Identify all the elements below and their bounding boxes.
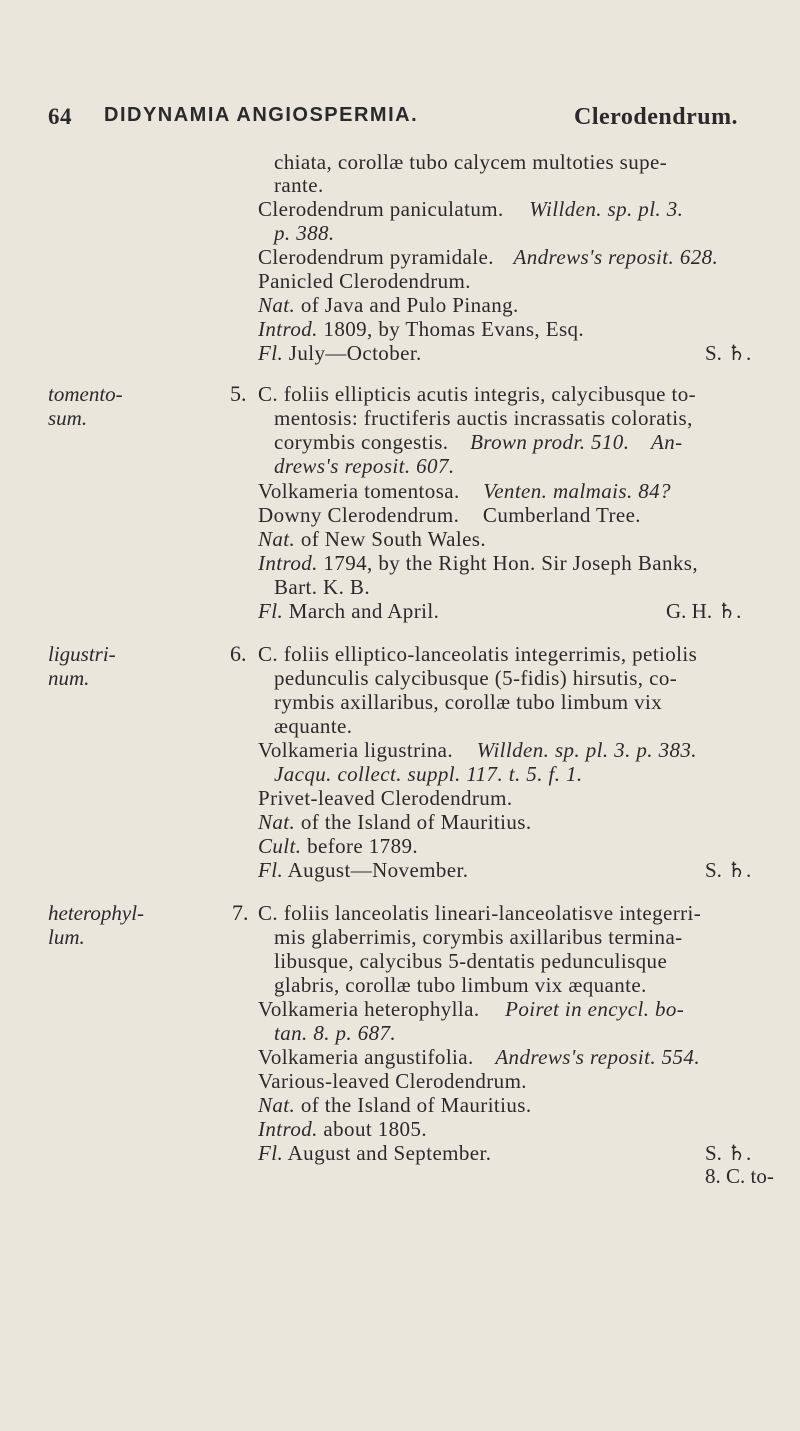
text-line: rante. [274,173,324,197]
description-line: corymbis congestis. Brown prodr. 510. An- [274,430,683,454]
side-label: heterophyl- [48,901,145,925]
description-line: libusque, calycibus 5-dentatis pedunculisque [274,949,668,973]
species-number: 5. [230,381,247,406]
citation-line: drews's reposit. 607. [274,454,455,478]
citation: Andrews's reposit. 628. [513,245,719,269]
introduced-line: Introd. 1809, by Thomas Evans, Esq. [258,317,585,341]
text-line: chiata, corollæ tubo calycem multoties supe- [274,150,668,174]
introduced-line: Introd. about 1805. [258,1117,427,1141]
description-line: mis glaberrimis, corymbis axillaribus termina- [274,925,683,949]
habit-symbol: G. H. ♄. [666,599,742,623]
description-line: C. foliis elliptico-lanceolatis integerrimis, petiolis [258,642,698,666]
citation-line: p. 388. [274,221,335,245]
side-label: sum. [48,406,88,430]
synonym-name: Clerodendrum paniculatum. [258,197,504,221]
habit-symbol: S. ♄. [705,341,752,365]
description-line: C. foliis ellipticis acutis integris, calycibusque to- [258,382,697,406]
cultivated-line: Cult. before 1789. [258,834,419,858]
description-line: glabris, corollæ tubo limbum vix æquante. [274,973,647,997]
genus-title: Clerodendrum. [574,104,739,130]
native-line: Nat. of Java and Pulo Pinang. [258,293,519,317]
native-line: Nat. of New South Wales. [258,527,487,551]
species-number: 7. [232,900,249,925]
common-name: Various-leaved Clerodendrum. [258,1069,527,1093]
text-line: Bart. K. B. [274,575,370,599]
side-label: num. [48,666,90,690]
synonym-line [258,199,683,220]
citation: Willden. sp. pl. 3. [529,197,684,221]
description-line: pedunculis calycibusque (5-fidis) hirsutis, co- [274,666,678,690]
synonym-line: Volkameria angustifolia. Andrews's reposit. 554. [258,1045,700,1069]
page-number: 64 [48,104,72,129]
citation-line: Jacqu. collect. suppl. 117. t. 5. f. 1. [274,762,583,786]
citation-line: tan. 8. p. 687. [274,1021,397,1045]
side-label: ligustri- [48,642,116,666]
introduced-line: Introd. 1794, by the Right Hon. Sir Joseph Banks, [258,551,698,575]
flowering-line: Fl. March and April. [258,599,440,623]
side-label: lum. [48,925,85,949]
species-number: 6. [230,641,247,666]
description-line: mentosis: fructiferis auctis incrassatis coloratis, [274,406,693,430]
synonym-name: Clerodendrum pyramidale. [258,245,494,269]
description-line: æquante. [274,714,353,738]
common-name: Panicled Clerodendrum. [258,269,471,293]
description-line: rymbis axillaribus, corollæ tubo limbum vix [274,690,663,714]
catchword: 8. C. to- [705,1164,774,1188]
native-line: Nat. of the Island of Mauritius. [258,810,532,834]
common-name: Privet-leaved Clerodendrum. [258,786,513,810]
synonym-line: Volkameria tomentosa. Venten. malmais. 84? [258,479,671,503]
running-title: DIDYNAMIA ANGIOSPERMIA. [104,104,419,126]
habit-symbol: S. ♄. [705,858,752,882]
synonym-line: Volkameria heterophylla. Poiret in encycl. bo- [258,997,685,1021]
flowering-line: Fl. August and September. [258,1141,492,1165]
synonym-line [258,247,718,268]
habit-symbol: S. ♄. [705,1141,752,1165]
native-line: Nat. of the Island of Mauritius. [258,1093,532,1117]
flowering-line: Fl. July—October. [258,341,422,365]
description-line: C. foliis lanceolatis lineari-lanceolatisve integerri- [258,901,702,925]
synonym-line: Volkameria ligustrina. Willden. sp. pl. 3. p. 383. [258,738,697,762]
flowering-line: Fl. August—November. [258,858,469,882]
common-name: Downy Clerodendrum. Cumberland Tree. [258,503,641,527]
side-label: tomento- [48,382,123,406]
